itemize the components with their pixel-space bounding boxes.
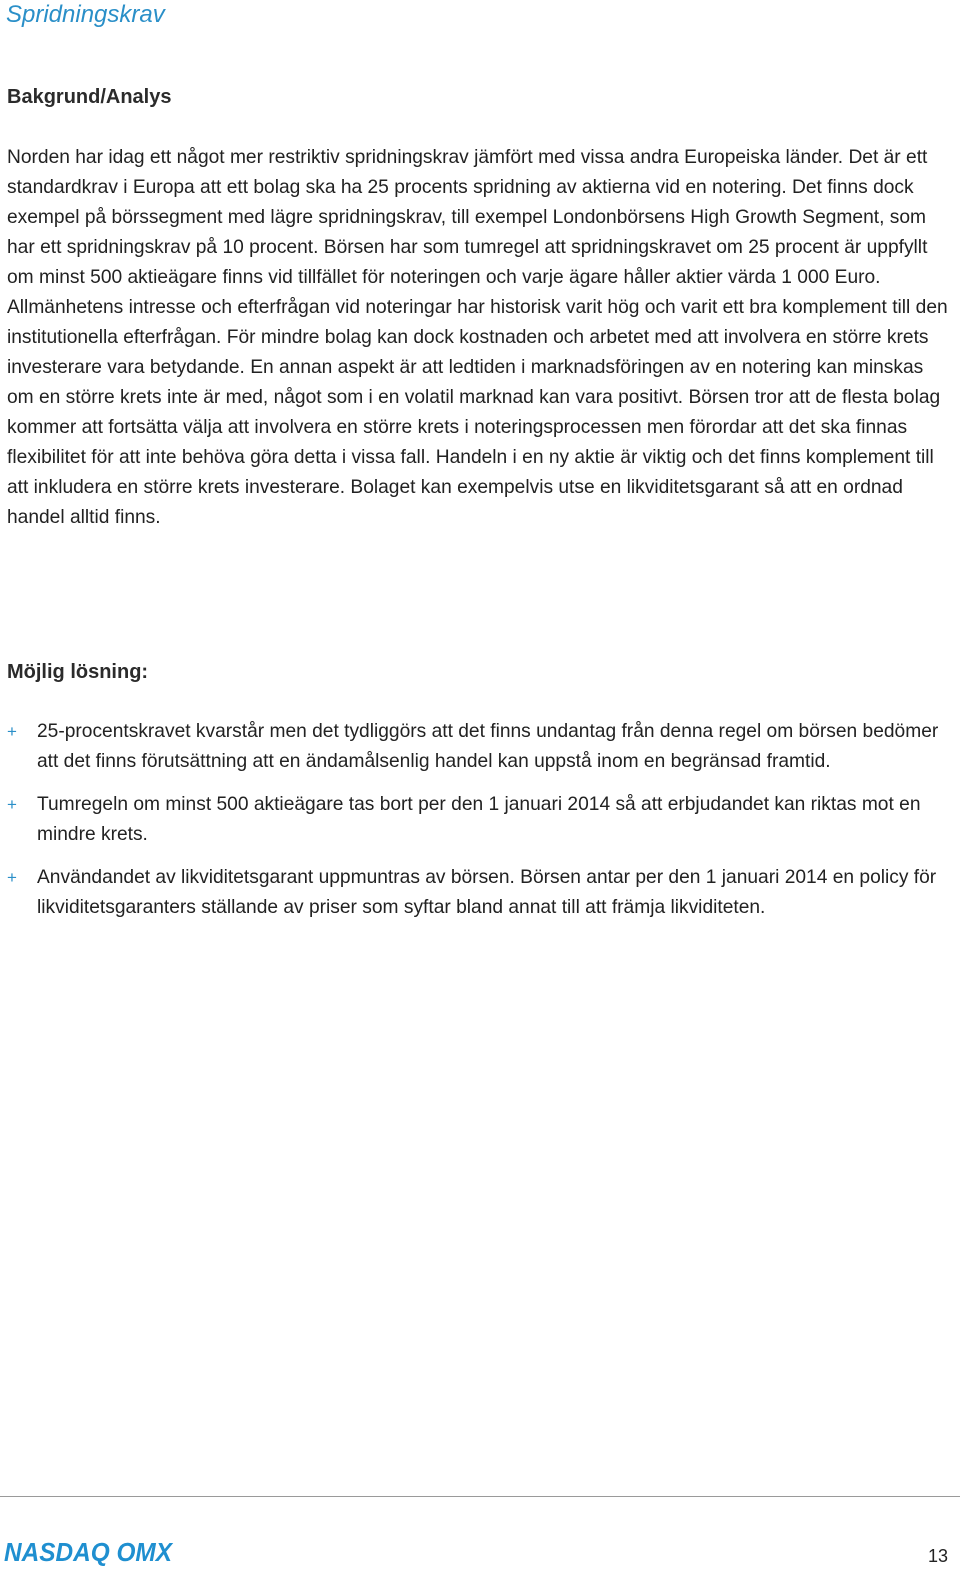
solution-item-text: 25-procentskravet kvarstår men det tydliggörs att det finns undantag från denna regel om börsen bedömer att det finns förutsättning att en ändamålsenlig handel kan uppstå inom en begränsad framtid.: [37, 721, 939, 772]
plus-bullet-icon: +: [7, 795, 17, 814]
plus-bullet-icon: +: [7, 868, 17, 887]
page-number: 13: [927, 1546, 948, 1566]
solution-item-text: Användandet av likviditetsgarant uppmuntras av börsen. Börsen antar per den 1 januari 2014 en policy för likviditetsgaranters ställande av priser som syftar bland annat till att främja likviditeten.: [37, 867, 937, 918]
solution-heading: Möjlig lösning:: [7, 661, 149, 683]
document-title: Spridningskrav: [6, 1, 165, 28]
logo-text: NASDAQ OMX: [4, 1537, 174, 1567]
background-paragraph: Norden har idag ett något mer restriktiv spridningskrav jämfört med vissa andra Europeiska länder. Det är ett standardkrav i Europa att ett bolag ska ha 25 procents spridning av aktierna vid en notering. Det finns dock exempel på börssegment med lägre spridningskrav, till exempel Londonbörsens High Growth Segment, som har ett spridningskrav på 10 procent. Börsen har som tumregel att spridningskravet om 25 procent är uppfyllt om minst 500 aktieägare finns vid tillfället för noteringen och varje ägare håller aktier värda 1 000 Euro. Allmänhetens intresse och efterfrågan vid noteringar har historisk varit hög och varit ett bra komplement till den institutionella efterfrågan. För mindre bolag kan dock kostnaden och arbetet med att involvera en större krets investerare vara betydande. En annan aspekt är att ledtiden i marknadsföringen av en notering kan minskas om en större krets inte är med, något som i en volatil marknad kan vara positivt. Börsen tror att de flesta bolag kommer att fortsätta välja att involvera en större krets i noteringsprocessen men förordar att det ska finnas flexibilitet för att inte behöva göra detta i vissa fall. Handeln i en ny aktie är viktig och det finns komplement till att inkludera en större krets investerare. Bolaget kan exempelvis utse en likviditetsgarant så att en ordnad handel alltid finns.: [7, 147, 948, 528]
solution-list: [0, 717, 960, 936]
nasdaq-omx-logo: [4, 1536, 180, 1568]
background-heading: Bakgrund/Analys: [7, 86, 172, 108]
footer-divider: [0, 1496, 960, 1497]
plus-bullet-icon: +: [7, 722, 17, 741]
solution-item: [0, 790, 952, 850]
solution-item-text: Tumregeln om minst 500 aktieägare tas bort per den 1 januari 2014 så att erbjudandet kan riktas mot en mindre krets.: [37, 794, 921, 845]
solution-item: [0, 717, 952, 777]
solution-item: [0, 863, 952, 923]
